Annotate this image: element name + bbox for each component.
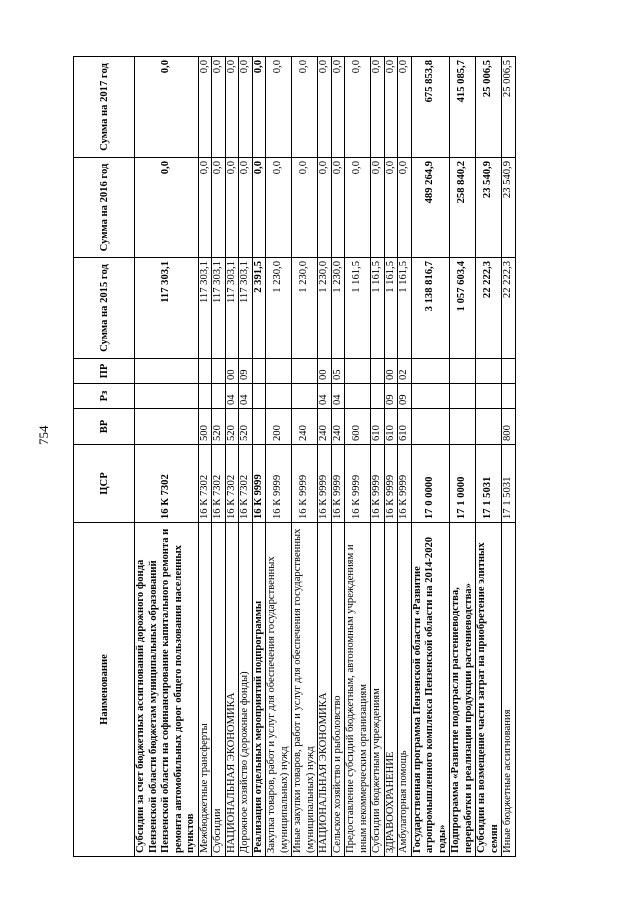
cell-sum-2017: 0,0 [345, 57, 371, 158]
cell-sum-2015: 117 303,1 [198, 258, 212, 359]
cell-pr [450, 359, 476, 384]
cell-sum-2015: 1 230,0 [266, 258, 292, 359]
cell-name: Амбулаторная помощь [398, 523, 412, 857]
cell-csr: 17 1 0000 [450, 445, 476, 523]
cell-csr: 16 К 9999 [331, 445, 345, 523]
cell-sum-2015: 1 230,0 [292, 258, 318, 359]
cell-pr [135, 359, 199, 384]
cell-csr: 16 К 9999 [266, 445, 292, 523]
table-row [252, 57, 266, 857]
cell-sum-2016: 0,0 [266, 158, 292, 258]
table-row [384, 57, 398, 857]
cell-vr [135, 409, 199, 445]
cell-vr: 520 [225, 409, 239, 445]
cell-sum-2017: 0,0 [212, 57, 226, 158]
cell-sum-2017: 25 006,5 [476, 57, 502, 158]
cell-sum-2017: 415 085,7 [450, 57, 476, 158]
table-row [331, 57, 345, 857]
cell-csr: 16 К 9999 [292, 445, 318, 523]
cell-rz [212, 384, 226, 409]
cell-vr: 610 [384, 409, 398, 445]
cell-sum-2017: 0,0 [239, 57, 253, 158]
cell-name: Сельское хозяйство и рыболовство [331, 523, 345, 857]
cell-name: Субсидии за счет бюджетных ассигнований дорожного фонда Пензенской области бюджетам муниципальных образований Пензенской области на софинансирование капитального ремонта и ремонта автомобильных дорог общего пользования населенных пунктов [135, 523, 199, 857]
table-row [212, 57, 226, 857]
cell-pr [371, 359, 385, 384]
cell-sum-2015: 1 161,5 [398, 258, 412, 359]
cell-rz [135, 384, 199, 409]
cell-name: Субсидии на возмещение части затрат на приобретение элитных семян [476, 523, 502, 857]
budget-table [73, 56, 516, 857]
col-header-rz: Рз [74, 384, 135, 409]
cell-vr [252, 409, 266, 445]
cell-rz [266, 384, 292, 409]
cell-name: Иные бюджетные ассигнования [502, 523, 516, 857]
table-row [318, 57, 332, 857]
cell-pr [212, 359, 226, 384]
cell-sum-2015: 3 138 816,7 [411, 258, 450, 359]
cell-sum-2017: 0,0 [318, 57, 332, 158]
cell-rz [198, 384, 212, 409]
cell-csr: 16 К 9999 [345, 445, 371, 523]
cell-name: ЗДРАВООХРАНЕНИЕ [384, 523, 398, 857]
col-header-2016: Сумма на 2016 год [74, 158, 135, 258]
cell-name: НАЦИОНАЛЬНАЯ ЭКОНОМИКА [225, 523, 239, 857]
table-row [266, 57, 292, 857]
cell-vr: 600 [345, 409, 371, 445]
cell-vr [450, 409, 476, 445]
cell-rz: 09 [384, 384, 398, 409]
cell-sum-2017: 0,0 [292, 57, 318, 158]
table-row [411, 57, 450, 857]
col-header-2015: Сумма на 2015 год [74, 258, 135, 359]
cell-name: Подпрограмма «Развитие подотрасли растениеводства, переработки и реализации продукции растениеводства» [450, 523, 476, 857]
cell-csr: 16 К 9999 [252, 445, 266, 523]
table-row [371, 57, 385, 857]
cell-name: Субсидии бюджетным учреждениям [371, 523, 385, 857]
table-row [450, 57, 476, 857]
cell-sum-2016: 0,0 [292, 158, 318, 258]
cell-sum-2015: 1 161,5 [371, 258, 385, 359]
page-number: 754 [36, 425, 51, 445]
cell-pr [345, 359, 371, 384]
cell-rz [411, 384, 450, 409]
cell-sum-2017: 0,0 [225, 57, 239, 158]
cell-rz: 04 [331, 384, 345, 409]
cell-sum-2017: 25 006,5 [502, 57, 516, 158]
table-row [502, 57, 516, 857]
cell-sum-2016: 0,0 [135, 158, 199, 258]
cell-sum-2015: 117 303,1 [225, 258, 239, 359]
cell-sum-2017: 0,0 [398, 57, 412, 158]
cell-rz [476, 384, 502, 409]
cell-sum-2016: 0,0 [318, 158, 332, 258]
cell-vr: 610 [398, 409, 412, 445]
cell-pr [411, 359, 450, 384]
cell-sum-2017: 0,0 [331, 57, 345, 158]
cell-name: НАЦИОНАЛЬНАЯ ЭКОНОМИКА [318, 523, 332, 857]
cell-name: Предоставление субсидий бюджетным, автономным учреждениям и иным некоммерческим организациям [345, 523, 371, 857]
cell-name: Межбюджетные трансферты [198, 523, 212, 857]
cell-sum-2017: 0,0 [371, 57, 385, 158]
cell-pr [502, 359, 516, 384]
cell-vr: 520 [212, 409, 226, 445]
cell-sum-2015: 1 230,0 [318, 258, 332, 359]
cell-csr: 17 1 5031 [502, 445, 516, 523]
col-header-2017: Сумма на 2017 год [74, 57, 135, 158]
table-row [225, 57, 239, 857]
col-header-vr: ВР [74, 409, 135, 445]
rotated-table-container [73, 57, 611, 857]
cell-sum-2016: 23 540,9 [502, 158, 516, 258]
cell-pr: 00 [318, 359, 332, 384]
cell-rz: 09 [398, 384, 412, 409]
cell-sum-2015: 1 161,5 [384, 258, 398, 359]
cell-sum-2016: 0,0 [252, 158, 266, 258]
cell-sum-2016: 0,0 [225, 158, 239, 258]
cell-rz [371, 384, 385, 409]
cell-vr: 520 [239, 409, 253, 445]
cell-name: Государственная программа Пензенской области «Развитие агропромышленного комплекса Пензенской области на 2014-2020 годы» [411, 523, 450, 857]
cell-sum-2015: 1 057 603,4 [450, 258, 476, 359]
cell-name: Субсидии [212, 523, 226, 857]
cell-rz [502, 384, 516, 409]
cell-vr [476, 409, 502, 445]
cell-pr: 00 [225, 359, 239, 384]
cell-sum-2016: 0,0 [384, 158, 398, 258]
cell-pr [198, 359, 212, 384]
cell-csr: 16 К 7302 [198, 445, 212, 523]
cell-rz [292, 384, 318, 409]
cell-pr: 00 [384, 359, 398, 384]
cell-pr: 05 [331, 359, 345, 384]
cell-sum-2017: 0,0 [266, 57, 292, 158]
cell-csr: 17 1 5031 [476, 445, 502, 523]
cell-rz: 04 [318, 384, 332, 409]
table-row [345, 57, 371, 857]
cell-sum-2015: 1 230,0 [331, 258, 345, 359]
cell-name: Иные закупки товаров, работ и услуг для обеспечения государственных (муниципальных) нужд [292, 523, 318, 857]
cell-pr [252, 359, 266, 384]
cell-vr: 240 [331, 409, 345, 445]
cell-pr: 09 [239, 359, 253, 384]
table-header-row [74, 57, 135, 857]
cell-sum-2016: 258 840,2 [450, 158, 476, 258]
cell-sum-2015: 2 391,5 [252, 258, 266, 359]
table-row [239, 57, 253, 857]
table-row [398, 57, 412, 857]
cell-sum-2015: 1 161,5 [345, 258, 371, 359]
cell-sum-2016: 0,0 [345, 158, 371, 258]
cell-pr: 02 [398, 359, 412, 384]
cell-vr: 500 [198, 409, 212, 445]
table-row [292, 57, 318, 857]
col-header-pr: ПР [74, 359, 135, 384]
cell-sum-2016: 0,0 [239, 158, 253, 258]
cell-sum-2017: 675 853,8 [411, 57, 450, 158]
cell-rz: 04 [239, 384, 253, 409]
cell-csr: 17 0 0000 [411, 445, 450, 523]
cell-name: Дорожное хозяйство (дорожные фонды) [239, 523, 253, 857]
cell-csr: 16 К 9999 [398, 445, 412, 523]
cell-sum-2017: 0,0 [135, 57, 199, 158]
cell-sum-2015: 22 222,3 [476, 258, 502, 359]
cell-rz [252, 384, 266, 409]
cell-sum-2016: 0,0 [331, 158, 345, 258]
cell-csr: 16 К 7302 [135, 445, 199, 523]
cell-csr: 16 К 9999 [384, 445, 398, 523]
cell-csr: 16 К 7302 [239, 445, 253, 523]
cell-sum-2016: 0,0 [398, 158, 412, 258]
cell-sum-2015: 117 303,1 [212, 258, 226, 359]
table-row [476, 57, 502, 857]
table-row [135, 57, 199, 857]
cell-pr [292, 359, 318, 384]
cell-csr: 16 К 7302 [212, 445, 226, 523]
cell-sum-2015: 22 222,3 [502, 258, 516, 359]
table-row [198, 57, 212, 857]
cell-sum-2017: 0,0 [252, 57, 266, 158]
cell-name: Реализация отдельных мероприятий подпрограммы [252, 523, 266, 857]
col-header-name: Наименование [74, 523, 135, 857]
cell-csr: 16 К 9999 [371, 445, 385, 523]
cell-vr: 240 [292, 409, 318, 445]
cell-csr: 16 К 7302 [225, 445, 239, 523]
cell-csr: 16 К 9999 [318, 445, 332, 523]
cell-vr: 200 [266, 409, 292, 445]
cell-vr: 610 [371, 409, 385, 445]
cell-sum-2016: 23 540,9 [476, 158, 502, 258]
cell-pr [476, 359, 502, 384]
cell-vr [411, 409, 450, 445]
cell-sum-2017: 0,0 [384, 57, 398, 158]
cell-rz [345, 384, 371, 409]
cell-sum-2015: 117 303,1 [135, 258, 199, 359]
cell-rz [450, 384, 476, 409]
cell-sum-2016: 0,0 [212, 158, 226, 258]
cell-sum-2016: 0,0 [198, 158, 212, 258]
table-body [135, 57, 516, 857]
cell-sum-2016: 0,0 [371, 158, 385, 258]
cell-sum-2016: 489 264,9 [411, 158, 450, 258]
cell-pr [266, 359, 292, 384]
cell-name: Закупка товаров, работ и услуг для обеспечения государственных (муниципальных) нужд [266, 523, 292, 857]
cell-rz: 04 [225, 384, 239, 409]
cell-vr: 800 [502, 409, 516, 445]
cell-sum-2017: 0,0 [198, 57, 212, 158]
cell-sum-2015: 117 303,1 [239, 258, 253, 359]
col-header-csr: ЦСР [74, 445, 135, 523]
cell-vr: 240 [318, 409, 332, 445]
